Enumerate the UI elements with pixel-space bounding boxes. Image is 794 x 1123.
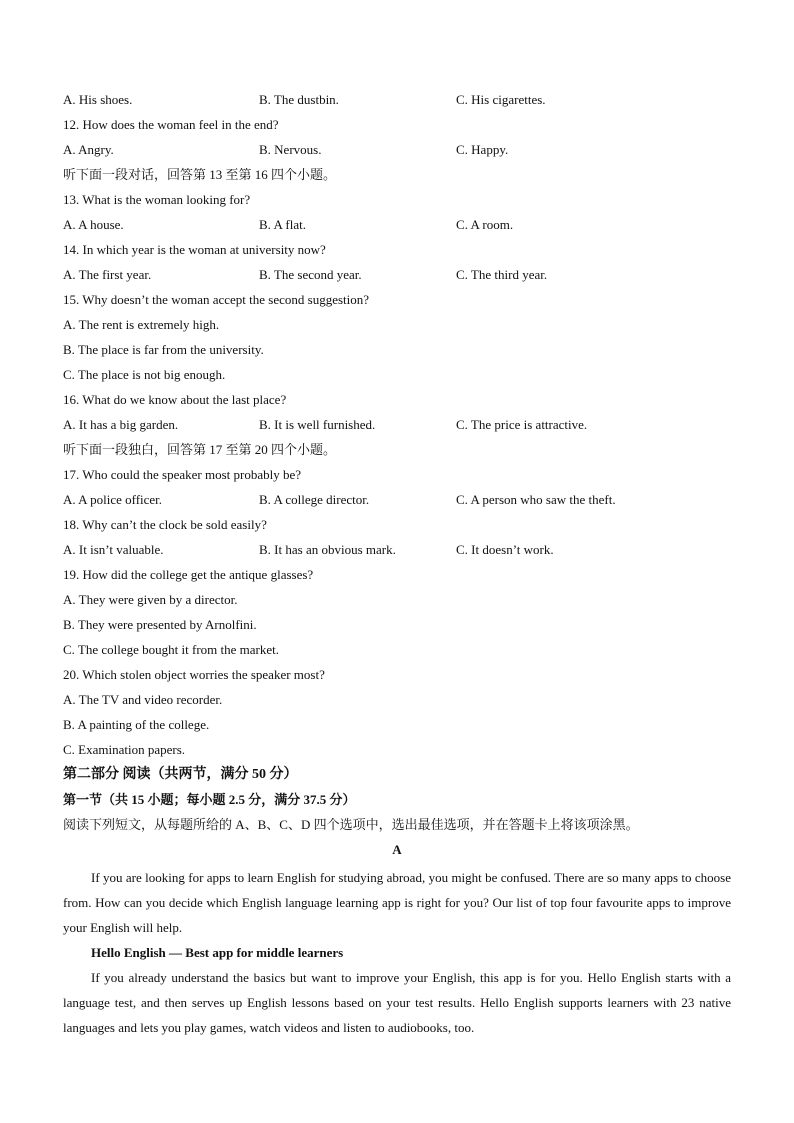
option-b: B. A college director.	[259, 492, 370, 507]
option-row	[63, 490, 731, 515]
option-c: C. The third year.	[456, 267, 548, 282]
option-a: A. It isn’t valuable.	[63, 542, 164, 557]
text-line: 13. What is the woman looking for?	[63, 192, 251, 207]
text-line: C. The college bought it from the market.	[63, 642, 280, 657]
option-row	[63, 215, 731, 240]
option-a: A. Angry.	[63, 142, 114, 157]
text-line: B. The place is far from the university.	[63, 342, 264, 357]
option-c: C. A room.	[456, 217, 514, 232]
text-line: 17. Who could the speaker most probably be?	[63, 467, 302, 482]
text-line: 15. Why doesn’t the woman accept the second suggestion?	[63, 292, 370, 307]
text-line: 18. Why can’t the clock be sold easily?	[63, 517, 267, 532]
text-line: 16. What do we know about the last place?	[63, 392, 287, 407]
text-line: 14. In which year is the woman at university now?	[63, 242, 326, 257]
option-row	[63, 140, 731, 165]
document-content	[63, 90, 731, 1040]
subsection-heading: 第一节（共 15 小题；每小题 2.5 分，满分 37.5 分）	[63, 792, 356, 807]
text-line: 12. How does the woman feel in the end?	[63, 117, 279, 132]
option-b: B. It has an obvious mark.	[259, 542, 396, 557]
option-c: C. A person who saw the theft.	[456, 492, 616, 507]
option-row	[63, 415, 731, 440]
text-line: 听下面一段独白，回答第 17 至第 20 四个小题。	[63, 442, 337, 457]
option-b: B. The dustbin.	[259, 92, 339, 107]
passage-paragraph: If you already understand the basics but want to improve your English, this app is for you. Hello English starts with a language test, and then serves up English lessons based on your test results. Hello English supports learners with 23 native languages and lets you play games, watch videos and listen to audiobooks, too.	[63, 970, 731, 1035]
text-line: 听下面一段对话，回答第 13 至第 16 四个小题。	[63, 167, 337, 182]
option-b: B. The second year.	[259, 267, 362, 282]
option-c: C. It doesn’t work.	[456, 542, 554, 557]
text-line: A. The rent is extremely high.	[63, 317, 220, 332]
text-line: 阅读下列短文，从每题所给的 A、B、C、D 四个选项中，选出最佳选项，并在答题卡上将该项涂黑。	[63, 817, 639, 832]
passage-title: A	[392, 842, 402, 857]
option-a: A. A police officer.	[63, 492, 163, 507]
passage-paragraph: If you are looking for apps to learn English for studying abroad, you might be confused. There are so many apps to choose from. How can you decide which English language learning app is right for you? Our list of top four favourite apps to improve your English will help.	[63, 870, 731, 935]
option-a: A. It has a big garden.	[63, 417, 179, 432]
option-a: A. The first year.	[63, 267, 152, 282]
option-b: B. Nervous.	[259, 142, 322, 157]
option-row	[63, 540, 731, 565]
option-c: C. The price is attractive.	[456, 417, 588, 432]
option-c: C. Happy.	[456, 142, 509, 157]
option-b: B. It is well furnished.	[259, 417, 376, 432]
app-heading: Hello English — Best app for middle learners	[91, 945, 344, 960]
option-a: A. His shoes.	[63, 92, 133, 107]
text-line: A. They were given by a director.	[63, 592, 238, 607]
option-row	[63, 265, 731, 290]
text-line: B. They were presented by Arnolfini.	[63, 617, 257, 632]
text-line: C. Examination papers.	[63, 742, 186, 757]
text-line: 20. Which stolen object worries the speaker most?	[63, 667, 325, 682]
text-line: C. The place is not big enough.	[63, 367, 226, 382]
option-c: C. His cigarettes.	[456, 92, 546, 107]
text-line: A. The TV and video recorder.	[63, 692, 223, 707]
option-a: A. A house.	[63, 217, 124, 232]
text-line: B. A painting of the college.	[63, 717, 210, 732]
text-line: 19. How did the college get the antique glasses?	[63, 567, 314, 582]
option-row	[63, 90, 731, 115]
option-b: B. A flat.	[259, 217, 306, 232]
section-heading: 第二部分 阅读（共两节，满分 50 分）	[63, 767, 298, 782]
